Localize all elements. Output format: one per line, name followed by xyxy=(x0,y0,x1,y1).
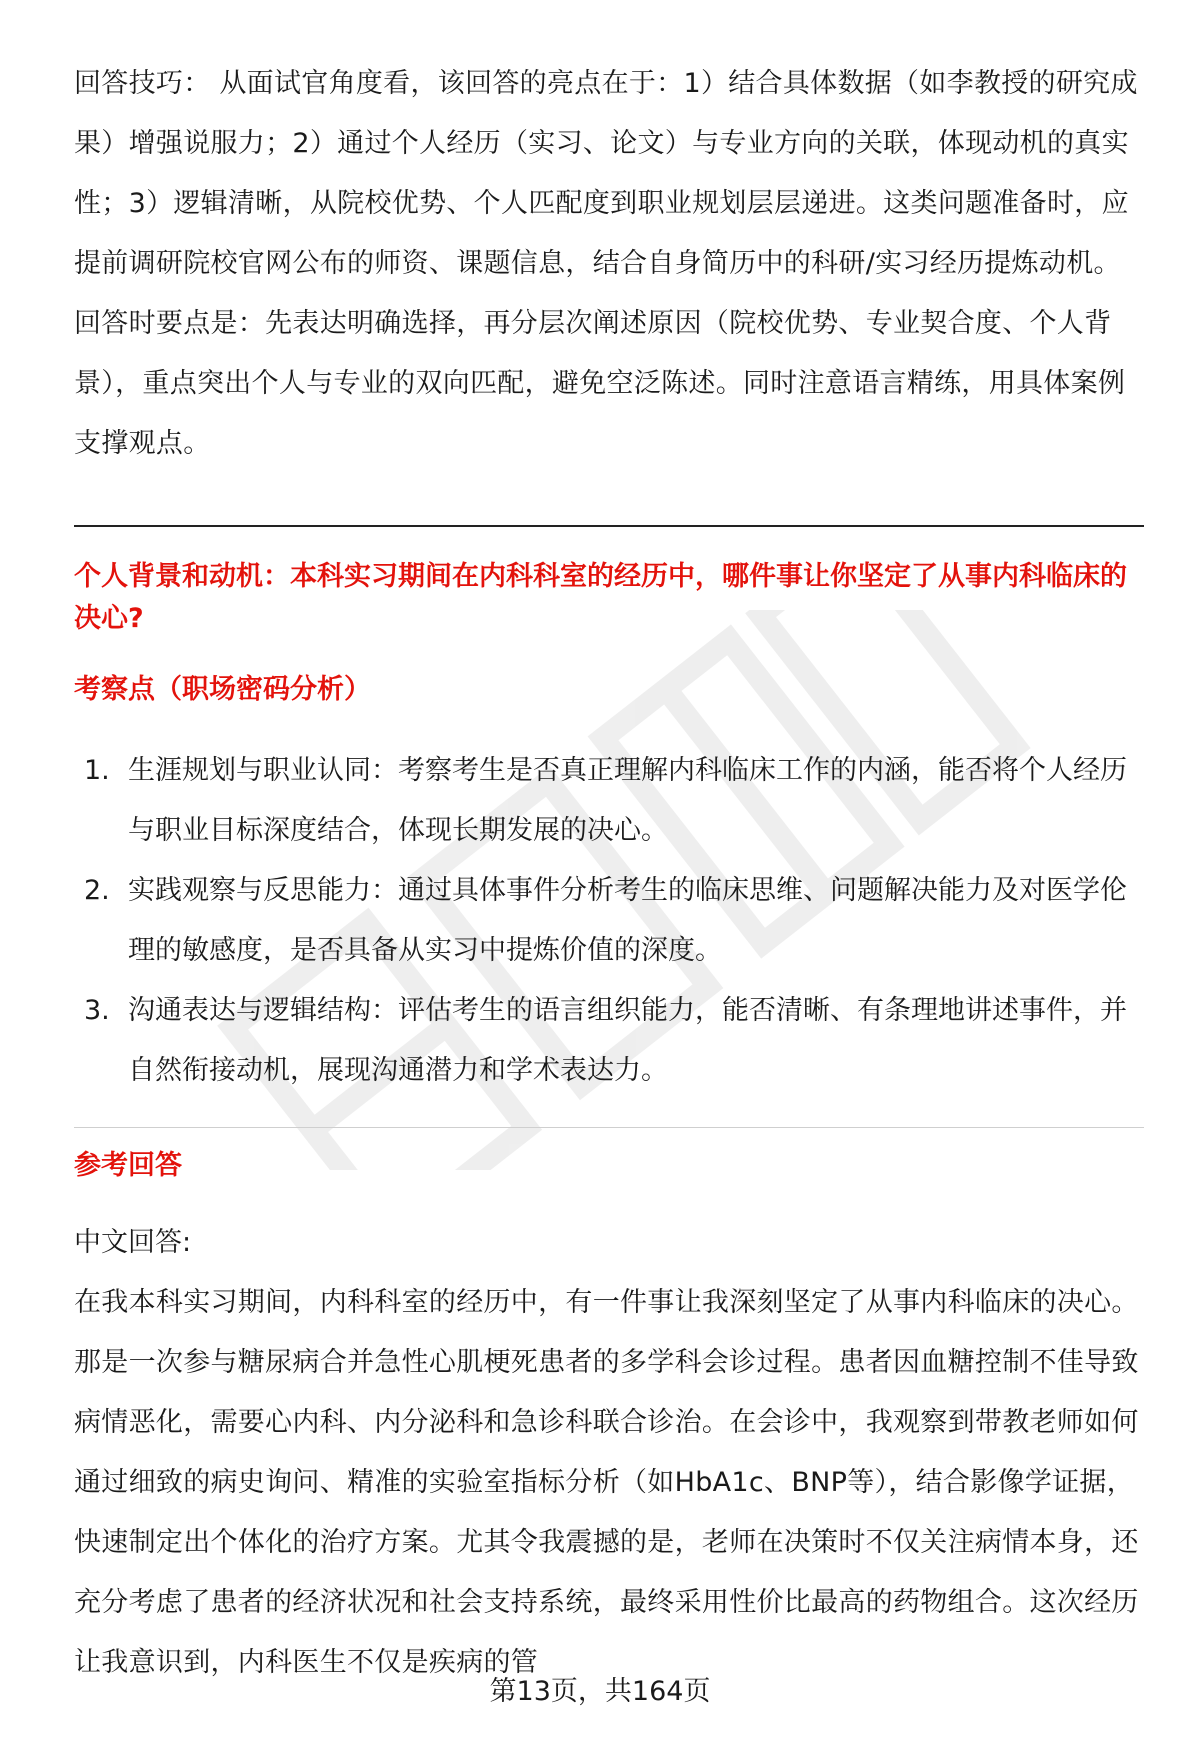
list-item-number: 1. xyxy=(84,755,110,786)
list-item xyxy=(74,981,1144,1101)
answer-tips-paragraph xyxy=(74,54,1144,474)
list-item-text: 实践观察与反思能力：通过具体事件分析考生的临床思维、问题解决能力及对医学伦理的敏感度，是否具备从实习中提炼价值的深度。 xyxy=(128,875,1127,966)
section-divider xyxy=(74,525,1144,527)
assessment-list xyxy=(74,741,1144,1101)
answer-tips-text: 从面试官角度看，该回答的亮点在于：1）结合具体数据（如李教授的研究成果）增强说服力；2）通过个人经历（实习、论文）与专业方向的关联，体现动机的真实性；3）逻辑清晰，从院校优势、个人匹配度到职业规划层层递进。这类问题准备时，应提前调研院校官网公布的师资、课题信息，结合自身简历中的科研/实习经历提炼动机。回答时要点是：先表达明确选择，再分层次阐述原因（院校优势、专业契合度、个人背景），重点突出个人与专业的双向匹配，避免空泛陈述。同时注意语言精练，用具体案例支撑观点。 xyxy=(74,68,1138,459)
reference-answer-heading: 参考回答 xyxy=(74,1150,182,1181)
list-item xyxy=(74,741,1144,861)
list-item-number: 3. xyxy=(84,995,110,1026)
question-title: 个人背景和动机：本科实习期间在内科科室的经历中，哪件事让你坚定了从事内科临床的决心? xyxy=(74,561,1127,634)
list-item xyxy=(74,861,1144,981)
section-divider xyxy=(74,1127,1144,1128)
answer-tips-label: 回答技巧： xyxy=(74,68,211,99)
page-number-footer: 第13页，共164页 xyxy=(489,1676,711,1707)
list-item-text: 生涯规划与职业认同：考察考生是否真正理解内科临床工作的内涵，能否将个人经历与职业目标深度结合，体现长期发展的决心。 xyxy=(128,755,1127,846)
list-item-text: 沟通表达与逻辑结构：评估考生的语言组织能力，能否清晰、有条理地讲述事件，并自然衔接动机，展现沟通潜力和学术表达力。 xyxy=(128,995,1127,1086)
assessment-heading: 考察点（职场密码分析） xyxy=(74,674,371,705)
chinese-answer-label: 中文回答: xyxy=(74,1227,192,1258)
answer-body: 在我本科实习期间，内科科室的经历中，有一件事让我深刻坚定了从事内科临床的决心。那是一次参与糖尿病合并急性心肌梗死患者的多学科会诊过程。患者因血糖控制不佳导致病情恶化，需要心内科、内分泌科和急诊科联合诊治。在会诊中，我观察到带教老师如何通过细致的病史询问、精准的实验室指标分析（如HbA1c、BNP等），结合影像学证据，快速制定出个体化的治疗方案。尤其令我震撼的是，老师在决策时不仅关注病情本身，还充分考虑了患者的经济状况和社会支持系统，最终采用性价比最高的药物组合。这次经历让我意识到，内科医生不仅是疾病的管 xyxy=(74,1287,1139,1678)
list-item-number: 2. xyxy=(84,875,110,906)
